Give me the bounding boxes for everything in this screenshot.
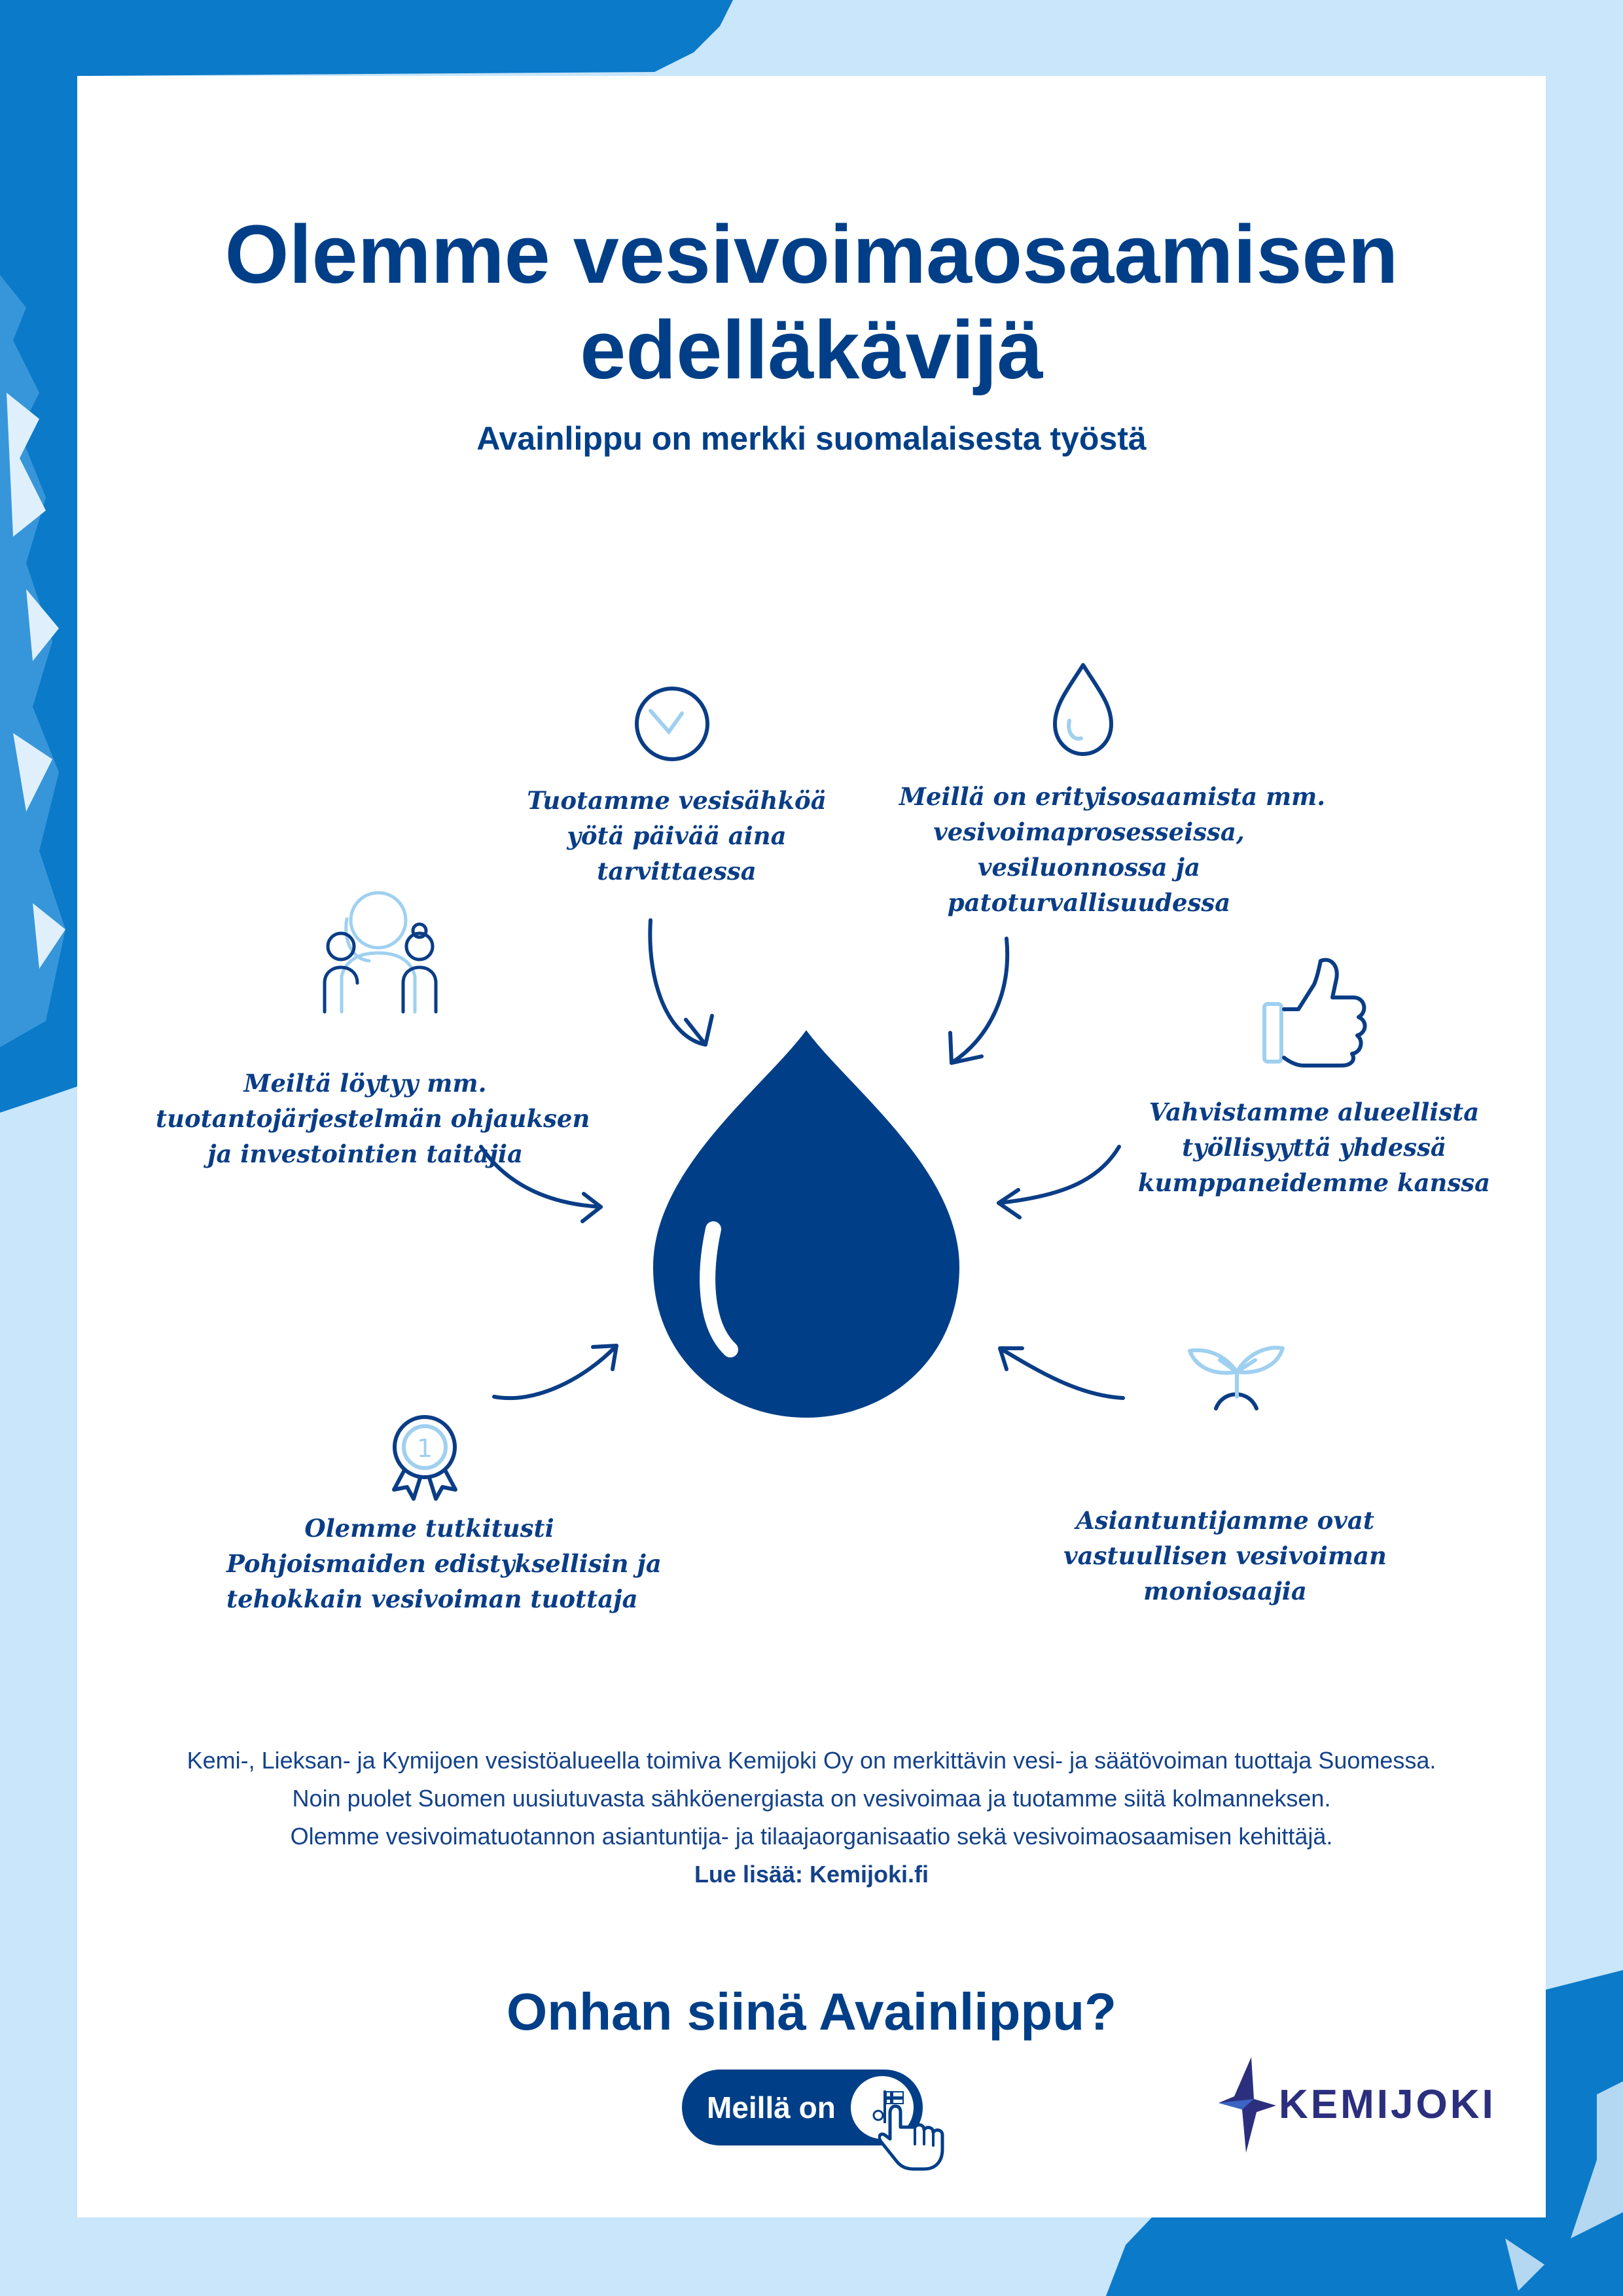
pointer-hand-icon [878, 2101, 950, 2173]
page-subtitle: Avainlippu on merkki suomalaisesta työstä [476, 420, 1147, 457]
medal-icon [394, 1417, 455, 1499]
people-icon [325, 893, 436, 1012]
arrow-drop [950, 939, 1007, 1063]
fact-clock-text: Tuotamme vesisähköä yötä päivää aina tarvittaessa [527, 786, 827, 886]
arrow-medal [494, 1346, 616, 1398]
svg-text:1: 1 [416, 1434, 433, 1463]
cta-question: Onhan siinä Avainlippu? [507, 1982, 1116, 2041]
water-drop-icon [1055, 665, 1111, 754]
fact-people-text: Meiltä löytyy mm. tuotantojärjestelmän ohjauksen ja investointien taitajia [156, 1069, 590, 1168]
arrow-thumb [999, 1147, 1119, 1217]
meilla-on-toggle[interactable] [682, 2070, 923, 2145]
toggle-label: Meillä on [707, 2090, 836, 2125]
kemijoki-logo: KEMIJOKI [1216, 2056, 1491, 2154]
arrow-clock [650, 920, 712, 1045]
clock-icon [637, 689, 707, 759]
thumbs-up-icon [1264, 960, 1365, 1066]
poster-panel [77, 76, 1546, 2217]
sprout-icon [1190, 1348, 1283, 1408]
page-title: Olemme vesivoimaosaamisen edelläkävijä [224, 208, 1399, 396]
read-more-link[interactable]: Lue lisää: Kemijoki.fi [694, 1861, 929, 1888]
kemijoki-mark-icon [1216, 2056, 1281, 2154]
fact-drop-text: Meillä on erityisosaamista mm. vesivoimaprosesseissa, vesiluonnossa ja patoturvallisuudessa [899, 782, 1326, 917]
fact-medal-text: Olemme tutkitusti Pohjoismaiden edistyksellisin ja tehokkain vesivoiman tuottaja [226, 1514, 662, 1613]
arrow-sprout [1000, 1348, 1123, 1398]
fact-sprout-text: Asiantuntijamme ovat vastuullisen vesivoiman moniosaajia [1063, 1506, 1387, 1605]
fact-thumb-text: Vahvistamme alueellista työllisyyttä yhdessä kumppaneidemme kanssa [1137, 1098, 1491, 1197]
central-drop-icon [653, 1030, 959, 1418]
about-text: Kemi-, Lieksan- ja Kymijoen vesistöalueella toimiva Kemijoki Oy on merkittävin vesi- ja säätövoiman tuottaja Suomessa. Noin puolet Suomen uusiutuvasta sähköenergiasta on vesivoimaa ja tuotamme siitä kolmanneksen. Olemme vesivoimatuotannon asiantuntija- ja tilaajaorganisaatio sekä vesivoimaosaamisen kehittäjä. Lue lisää: Kemijoki.fi [77, 1742, 1546, 1893]
